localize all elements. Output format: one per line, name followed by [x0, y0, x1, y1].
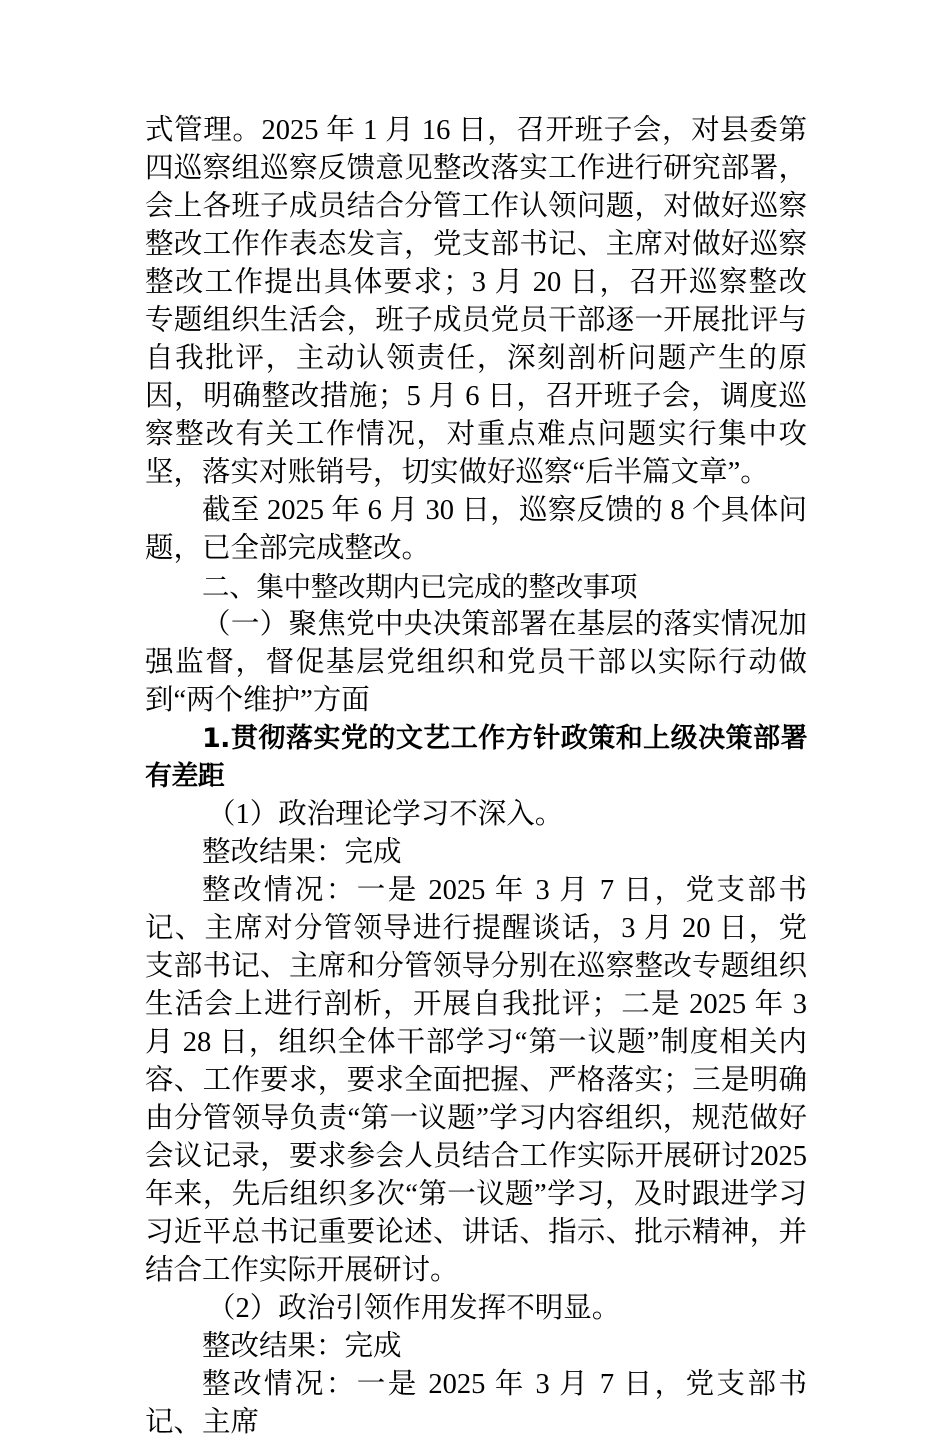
issue-item-1: （1）政治理论学习不深入。 — [207, 799, 564, 830]
paragraph-continued-management: 式管理。2025 年 1 月 16 日，召开班子会，对县委第四巡察组巡察反馈意见整改落实工作进行研究部署，会上各班子成员结合分管工作认领问题，对做好巡察整改工作作表态发言，党支部书记、主席对做好巡察整改工作提出具体要求；3 月 20 日，召开巡察整改专题组织生活会，班子成员党员干部逐一开展批评与自我批评，主动认领责任，深刻剖析问题产生的原因，明确整改措施；5 月 6 日，召开班子会，调度巡察整改有关工作情况，对重点难点问题实行集中攻坚，落实对账销号，切实做好巡察“后半篇文章”。 — [145, 115, 807, 488]
rectification-detail-2: 整改情况：一是 2025 年 3 月 7 日，党支部书记、主席 — [145, 1369, 807, 1438]
issue-item-2: （2）政治引领作用发挥不明显。 — [207, 1293, 621, 1324]
rectification-result-1: 整改结果：完成 — [202, 837, 402, 868]
document-body — [145, 112, 807, 1442]
item-heading-1: 1.贯彻落实党的文艺工作方针政策和上级决策部署有差距 — [145, 723, 807, 792]
rectification-detail-1: 整改情况：一是 2025 年 3 月 7 日，党支部书记、主席对分管领导进行提醒谈话，3 月 20 日，党支部书记、主席和分管领导分别在巡察整改专题组织生活会上进行剖析，开展自我批评；二是 2025 年 3 月 28 日，组织全体干部学习“第一议题”制度相关内容、工作要求，要求全面把握、严格落实；三是明确由分管领导负责“第一议题”学习内容组织，规范做好会议记录，要求参会人员结合工作实际开展研讨2025 年来，先后组织多次“第一议题”学习，及时跟进学习习近平总书记重要论述、讲话、指示、批示精神，并结合工作实际开展研讨。 — [145, 875, 807, 1286]
paragraph-completion-status: 截至 2025 年 6 月 30 日，巡察反馈的 8 个具体问题，已全部完成整改。 — [145, 495, 807, 564]
rectification-result-2: 整改结果：完成 — [202, 1331, 402, 1362]
section-heading-two: 二、集中整改期内已完成的整改事项 — [202, 571, 638, 603]
subsection-heading-one: （一）聚焦党中央决策部署在基层的落实情况加强监督，督促基层党组织和党员干部以实际行动做到“两个维护”方面 — [145, 609, 807, 716]
